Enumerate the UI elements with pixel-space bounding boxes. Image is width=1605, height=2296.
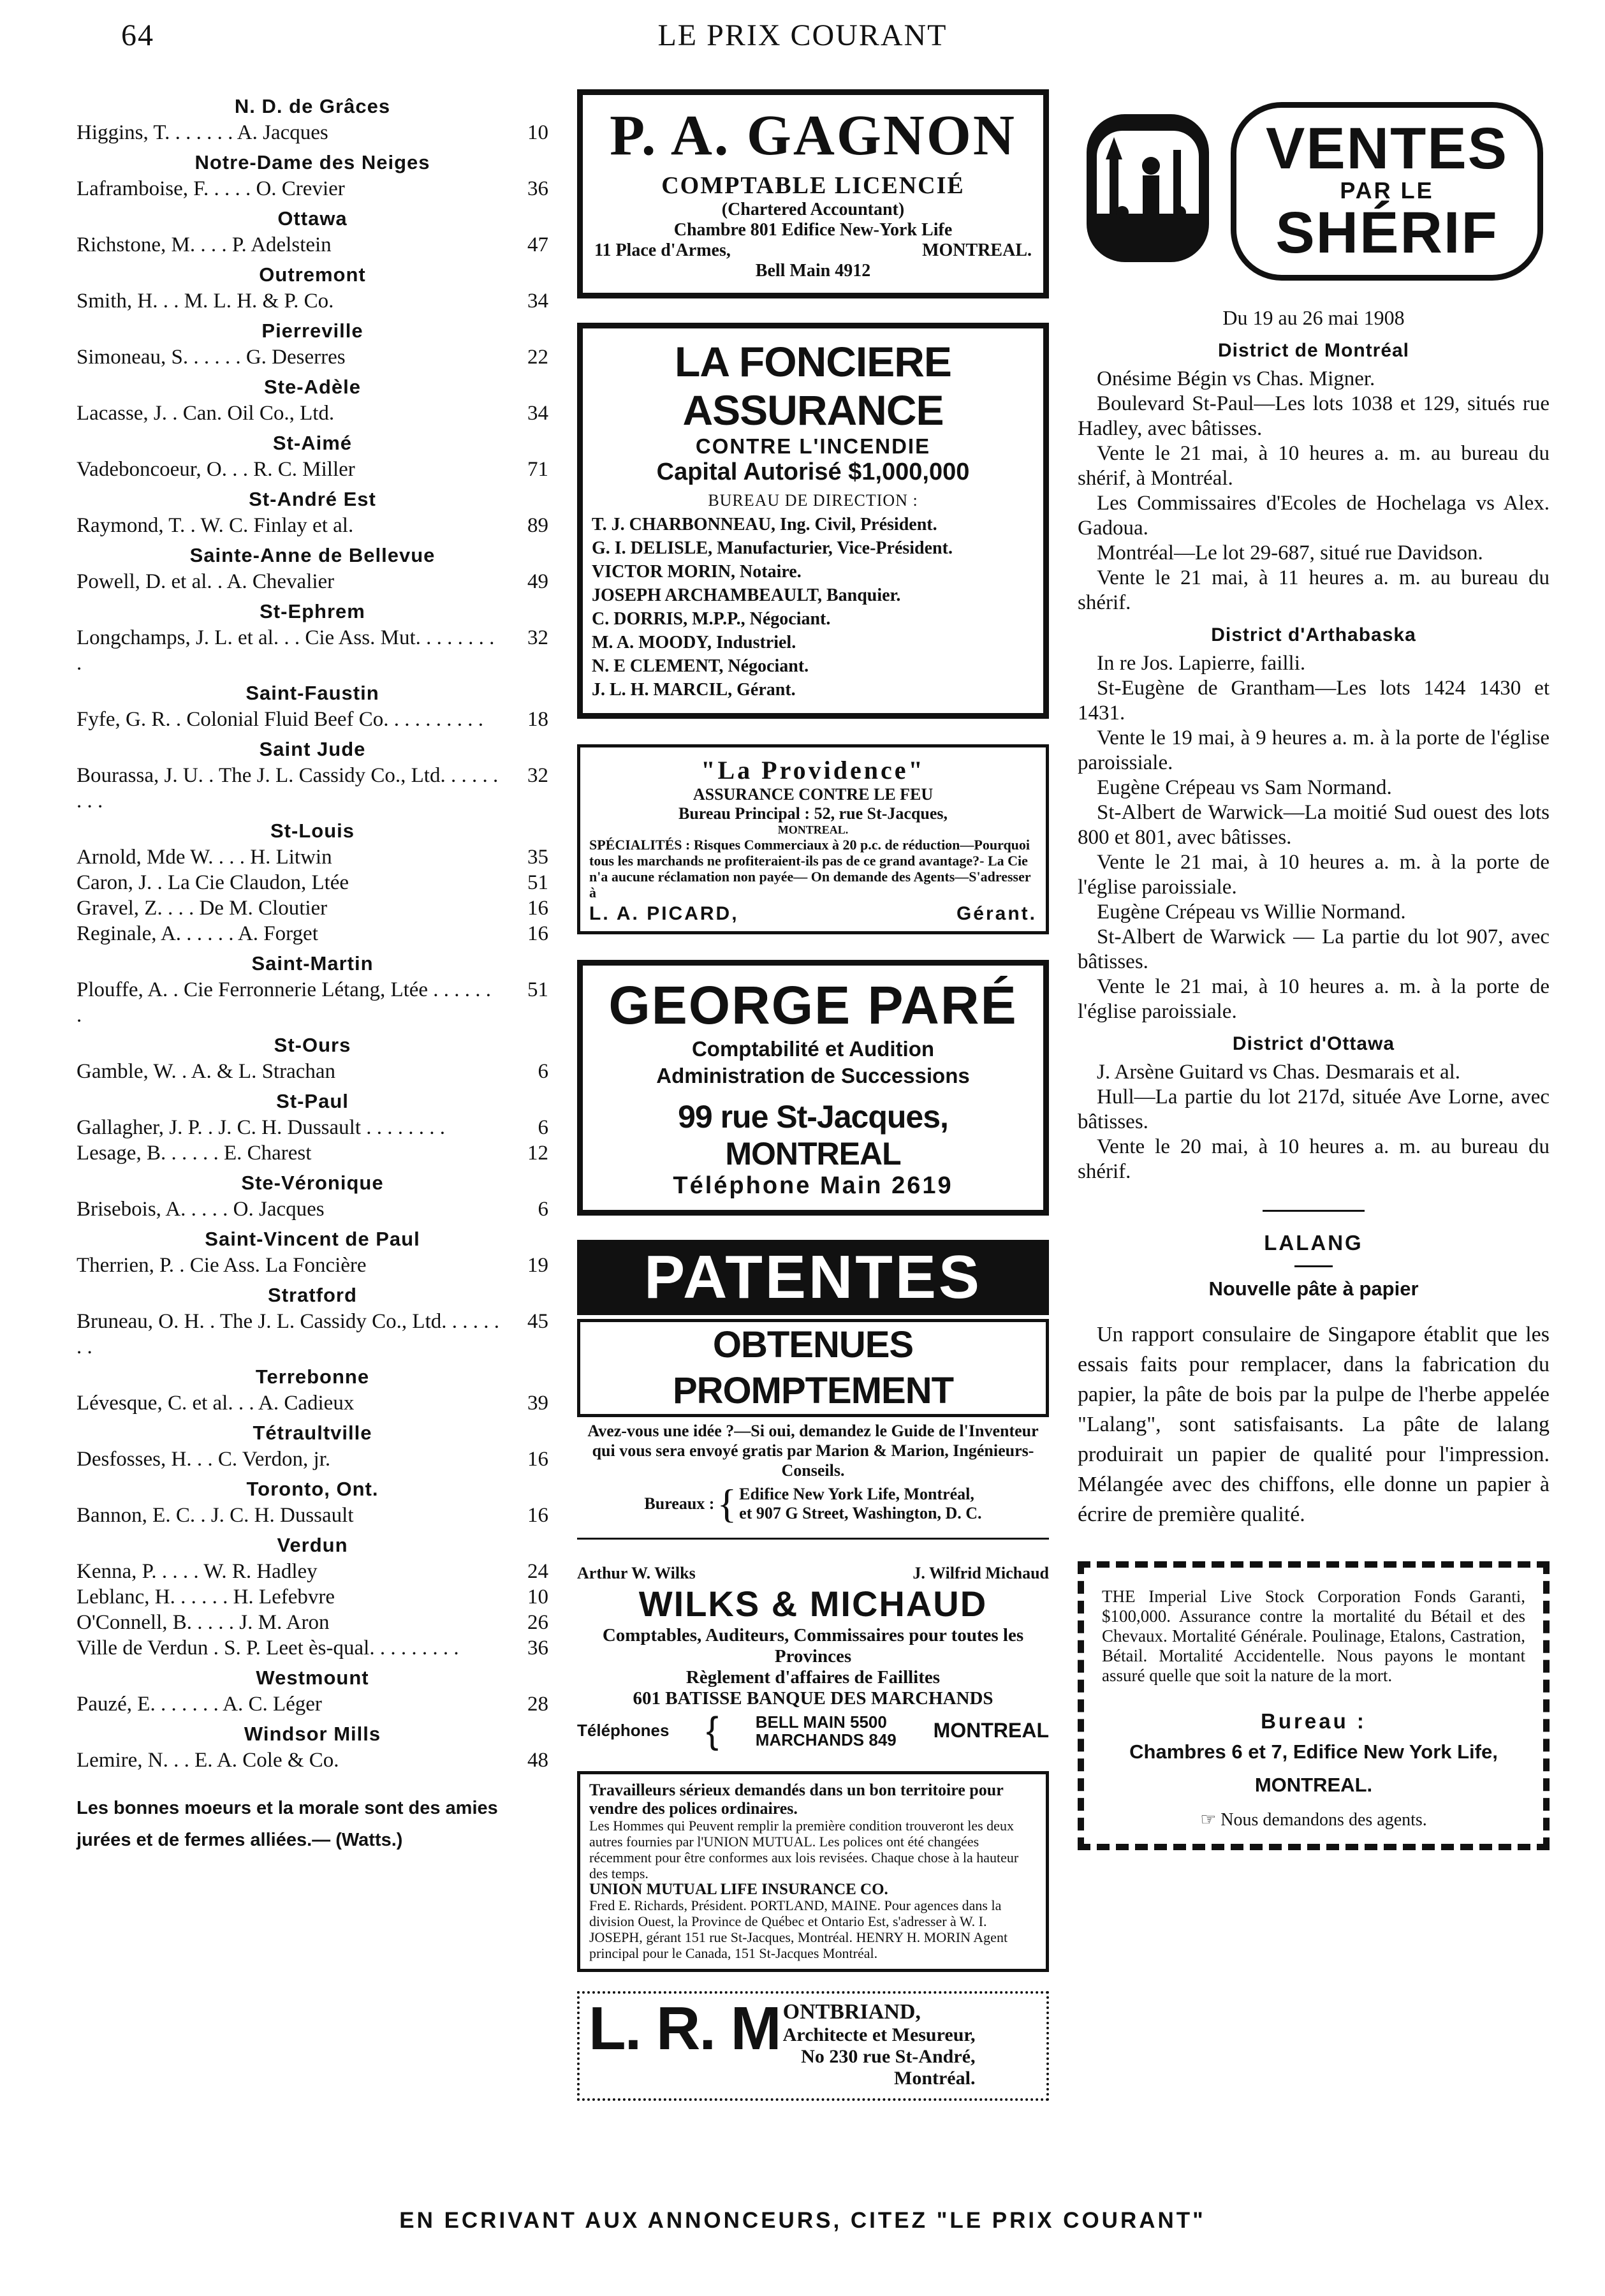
ad-providence-sig-name: L. A. PICARD, — [589, 903, 739, 924]
list-item-parties: Reginale, A. . . . . . A. Forget — [77, 922, 318, 945]
ad-fonciere-directors — [592, 513, 1034, 702]
sale-paragraph: St-Eugène de Grantham—Les lots 1424 1430 et 1431. — [1078, 677, 1550, 725]
list-item — [77, 763, 548, 814]
ad-livestock — [1078, 1561, 1550, 1850]
list-item — [77, 1446, 548, 1472]
place-heading: Sainte-Anne de Bellevue — [189, 544, 436, 566]
place-heading: St-Aimé — [272, 432, 353, 454]
list-item-parties: Fyfe, G. R. . Colonial Fluid Beef Co. . . . . . . . . . — [77, 708, 483, 731]
district-heading: District d'Ottawa — [1232, 1033, 1395, 1054]
ad-wilks-phones — [577, 1709, 1049, 1752]
list-item-amount: 51 — [527, 978, 548, 1001]
place-heading: Ste-Véronique — [241, 1172, 384, 1194]
director-line: C. DORRIS, M.P.P., Négociant. — [592, 609, 831, 629]
ad-livestock-agents — [1102, 1810, 1525, 1830]
place-heading: Toronto, Ont. — [246, 1478, 379, 1500]
ad-montbriand-line1: Architecte et Mesureur, — [782, 2024, 976, 2045]
list-item-amount: 32 — [527, 764, 548, 787]
list-item — [77, 977, 548, 1028]
list-item — [77, 120, 548, 145]
list-item — [77, 1390, 548, 1416]
list-item-amount: 36 — [527, 1637, 548, 1659]
list-item-amount: 16 — [527, 922, 548, 945]
list-item-amount: 12 — [527, 1142, 548, 1165]
list-item — [77, 1691, 548, 1717]
place-heading: St-Louis — [270, 820, 355, 842]
list-item-amount: 22 — [527, 346, 548, 369]
list-item — [77, 1196, 548, 1222]
sale-paragraph: Vente le 21 mai, à 11 heures a. m. au bureau du shérif. — [1078, 566, 1550, 614]
list-item-parties: Lesage, B. . . . . . E. Charest — [77, 1142, 312, 1165]
sale-paragraph: Vente le 19 mai, à 9 heures a. m. à la porte de l'église paroissiale. — [1078, 726, 1550, 774]
director-line: T. J. CHARBONNEAU, Ing. Civil, Président. — [592, 515, 937, 534]
list-item-amount: 18 — [527, 708, 548, 731]
ad-montbriand-line3: Montréal. — [894, 2068, 976, 2089]
list-item-amount: 45 — [527, 1310, 548, 1333]
ad-wilks-line2: Règlement d'affaires de Faillites — [685, 1667, 941, 1688]
sale-paragraph: Vente le 21 mai, à 10 heures a. m. au bureau du shérif, à Montréal. — [1078, 442, 1550, 490]
sale-paragraph: Montréal—Le lot 29-687, situé rue Davidson. — [1097, 541, 1483, 564]
list-item-amount: 24 — [527, 1560, 548, 1583]
list-item — [77, 401, 548, 426]
ad-gagnon-phone: Bell Main 4912 — [755, 261, 871, 281]
ad-fonciere-direction-label: BUREAU DE DIRECTION : — [708, 491, 918, 510]
sherif-illustration-icon — [1084, 112, 1212, 265]
place-heading: Saint-Faustin — [246, 682, 379, 704]
ad-pare — [577, 960, 1049, 1216]
ad-wilks-tel1: BELL MAIN 5500 — [755, 1712, 887, 1732]
ad-providence-specialties: SPÉCIALITÉS : Risques Commerciaux à 20 p.c. de réduction—Pourquoi tous les marchands ne profiteraient-ils pas de ce grand avantage?- La Cie n'a aucune réclamation non payée— On demande des Agents—S'adresser à — [589, 837, 1031, 901]
ad-fonciere — [577, 323, 1049, 719]
ad-gagnon-line4a: 11 Place d'Armes, — [594, 240, 731, 260]
ad-montbriand-initials: L. R. M — [589, 1994, 781, 2063]
list-item-parties: Vadeboncoeur, O. . . R. C. Miller — [77, 458, 355, 481]
place-heading: Saint-Vincent de Paul — [205, 1228, 420, 1250]
ad-patentes-text: Avez-vous une idée ?—Si oui, demandez le Guide de l'Inventeur qui vous sera envoyé gratis par Marion & Marion, Ingénieurs-Conseils. — [587, 1422, 1039, 1480]
ad-livestock-agents-text: Nous demandons des agents. — [1220, 1810, 1427, 1830]
ad-pare-line2: Administration de Successions — [656, 1064, 970, 1087]
sale-paragraph: Vente le 21 mai, à 10 heures a. m. à la porte de l'église paroissiale. — [1078, 851, 1550, 899]
ad-providence-line1: ASSURANCE CONTRE LE FEU — [693, 785, 934, 804]
list-item-parties: Bannon, E. C. . J. C. H. Dussault — [77, 1504, 354, 1527]
list-item-parties: Lemire, N. . . E. A. Cole & Co. — [77, 1749, 339, 1772]
list-item-amount: 28 — [527, 1693, 548, 1716]
page-title: LE PRIX COURANT — [657, 18, 948, 52]
list-item-parties: Kenna, P. . . . . W. R. Hadley — [77, 1560, 318, 1583]
list-item — [77, 1140, 548, 1166]
list-item — [77, 1748, 548, 1773]
list-item — [77, 288, 548, 314]
ad-wilks-tel-label: Téléphones — [577, 1721, 670, 1740]
ad-providence-name: "La Providence" — [701, 756, 925, 784]
ad-wilks-right-name: J. Wilfrid Michaud — [912, 1564, 1049, 1582]
sale-paragraph: Onésime Bégin vs Chas. Migner. — [1097, 367, 1375, 390]
sale-paragraph: Vente le 20 mai, à 10 heures a. m. au bureau du shérif. — [1078, 1135, 1550, 1183]
ad-providence-line2: Bureau Principal : 52, rue St-Jacques, — [678, 804, 948, 823]
ad-livestock-bureau: Bureau : — [1261, 1709, 1367, 1733]
sale-paragraph: Eugène Crépeau vs Willie Normand. — [1097, 901, 1406, 924]
ad-wilks-michaud — [577, 1564, 1049, 1752]
divider — [577, 1538, 1049, 1540]
director-line: N. E CLEMENT, Négociant. — [592, 656, 809, 676]
list-item-parties: Smith, H. . . M. L. H. & P. Co. — [77, 290, 334, 313]
list-item-parties: Caron, J. . La Cie Claudon, Ltée — [77, 871, 349, 894]
divider — [1294, 1265, 1333, 1267]
list-item-amount: 26 — [527, 1611, 548, 1634]
list-item-amount: 16 — [527, 1504, 548, 1527]
list-item-amount: 39 — [527, 1392, 548, 1415]
ad-wilks-left-name: Arthur W. Wilks — [577, 1564, 696, 1582]
ad-mutual-p2: Fred E. Richards, Président. PORTLAND, MAINE. Pour agences dans la division Ouest, la Province de Québec et Ontario Est, s'adresser à W. I. JOSEPH, gérant 151 rue St-Jacques, Montréal. HENRY H. MORIN Agent principal pour le Canada, 151 St-Jacques Montréal. — [589, 1897, 1008, 1961]
list-item-parties: Richstone, M. . . . P. Adelstein — [77, 233, 332, 256]
ad-patentes-offices — [577, 1480, 1049, 1527]
list-item — [77, 895, 548, 921]
pointing-hand-icon: ☞ — [1200, 1810, 1221, 1830]
ad-wilks-line1: Comptables, Auditeurs, Commissaires pour toutes les Provinces — [602, 1625, 1024, 1667]
list-item-parties: Gamble, W. . A. & L. Strachan — [77, 1060, 336, 1083]
list-item-parties: Laframboise, F. . . . . O. Crevier — [77, 177, 345, 200]
ad-pare-address: 99 rue St-Jacques, MONTREAL — [678, 1099, 948, 1172]
list-item — [77, 1059, 548, 1084]
list-item — [77, 232, 548, 258]
sheriff-sales-column — [1078, 89, 1550, 1850]
list-item-amount: 49 — [527, 570, 548, 593]
list-item-parties: Pauzé, E. . . . . . . A. C. Léger — [77, 1693, 322, 1716]
list-item-amount: 6 — [538, 1060, 548, 1083]
ad-providence — [577, 744, 1049, 934]
list-item-parties: Desfosses, H. . . C. Verdon, jr. — [77, 1448, 331, 1471]
ad-pare-line1: Comptabilité et Audition — [691, 1037, 935, 1061]
ad-mutual-company: UNION MUTUAL LIFE INSURANCE CO. — [589, 1881, 888, 1898]
ad-montbriand-body — [781, 2000, 976, 2089]
list-item — [77, 513, 548, 538]
place-heading: Notre-Dame des Neiges — [194, 151, 430, 173]
divider — [1263, 1210, 1365, 1212]
place-heading: N. D. de Grâces — [234, 95, 391, 117]
ad-gagnon-address — [589, 240, 1037, 261]
sale-paragraph: Boulevard St-Paul—Les lots 1038 et 129, situés rue Hadley, avec bâtisses. — [1078, 392, 1550, 440]
list-item-parties: Simoneau, S. . . . . . G. Deserres — [77, 346, 346, 369]
ad-providence-line3: MONTREAL. — [777, 823, 849, 836]
place-heading: Outremont — [259, 263, 366, 286]
list-item-parties: Brisebois, A. . . . . O. Jacques — [77, 1198, 325, 1221]
sherif-districts — [1078, 340, 1550, 1184]
sherif-logo-line2: PAR LE — [1340, 177, 1434, 203]
ad-wilks-name: WILKS & MICHAUD — [638, 1584, 988, 1624]
sherif-logo-line3: SHÉRIF — [1275, 200, 1499, 265]
list-item — [77, 1610, 548, 1635]
list-item-parties: O'Connell, B. . . . . J. M. Aron — [77, 1611, 330, 1634]
place-heading: Verdun — [277, 1534, 348, 1556]
ad-wilks-tel-lines — [756, 1713, 897, 1749]
list-item — [77, 844, 548, 870]
ad-gagnon — [577, 89, 1049, 298]
ad-livestock-chambres: Chambres 6 et 7, Edifice New York Life, — [1129, 1740, 1498, 1763]
place-heading: Tétraultville — [253, 1422, 372, 1444]
ad-providence-signature — [589, 903, 1037, 925]
ad-gagnon-line1: COMPTABLE LICENCIÉ — [661, 172, 965, 199]
brace-icon: { — [717, 1481, 737, 1526]
list-item-amount: 34 — [527, 290, 548, 313]
ad-patentes-office-list — [739, 1485, 981, 1523]
sherif-logo — [1078, 89, 1550, 293]
list-item-amount: 16 — [527, 1448, 548, 1471]
list-item — [77, 569, 548, 594]
ad-livestock-city: MONTREAL. — [1254, 1774, 1373, 1796]
list-item-parties: Leblanc, H. . . . . . H. Lefebvre — [77, 1586, 335, 1608]
list-item-amount: 89 — [527, 514, 548, 537]
list-item — [77, 1115, 548, 1140]
list-item — [77, 1253, 548, 1278]
lalang-body: Un rapport consulaire de Singapore établit que les essais faits pour remplacer, dans la fabrication du papier, la pâte de bois par la pulpe de l'herbe appelée "Lalang", sont satisfaisants. La pâte de lalang produirait un papier de qualité pour l'impression. Mélangée avec des chiffons, elle donne un papier à écrire de première qualité. — [1078, 1323, 1550, 1526]
place-heading: Ste-Adèle — [264, 376, 361, 398]
ad-wilks-city: MONTREAL — [933, 1719, 1049, 1742]
list-item — [77, 870, 548, 895]
list-item-parties: Ville de Verdun . S. P. Leet ès-qual. . . . . . . . . — [77, 1637, 459, 1659]
director-line: G. I. DELISLE, Manufacturier, Vice-Président. — [592, 538, 953, 558]
ad-pare-name: GEORGE PARÉ — [608, 975, 1018, 1035]
sale-paragraph: J. Arsène Guitard vs Chas. Desmarais et al. — [1097, 1061, 1461, 1084]
list-item — [77, 625, 548, 676]
ad-fonciere-name: LA FONCIERE ASSURANCE — [675, 338, 951, 434]
sherif-date: Du 19 au 26 mai 1908 — [1222, 306, 1405, 329]
list-item — [77, 344, 548, 370]
ad-livestock-text: THE Imperial Live Stock Corporation Fonds Garanti, $100,000. Assurance contre la mortalité du Bétail et des Chevaux. Mortalité Générale. Poulinage, Etalons, Castration, Bétail. Mortalité Accidentelle. Nous payons le montant assuré quelle que soit la nature de la mort. — [1102, 1587, 1525, 1685]
list-item-parties: Higgins, T. . . . . . . A. Jacques — [77, 121, 328, 144]
list-item-parties: Plouffe, A. . Cie Ferronnerie Létang, Ltée . . . . . . . — [77, 978, 492, 1027]
list-item — [77, 457, 548, 482]
place-heading: Stratford — [268, 1284, 357, 1306]
list-item-parties: Lacasse, J. . Can. Oil Co., Ltd. — [77, 402, 335, 425]
list-item-parties: Arnold, Mde W. . . . H. Litwin — [77, 846, 332, 869]
ad-wilks-tel2: MARCHANDS 849 — [755, 1730, 897, 1749]
ad-patentes-subtitle: OBTENUES PROMPTEMENT — [577, 1319, 1049, 1417]
place-heading: St-Ephrem — [260, 600, 365, 622]
place-heading: Windsor Mills — [244, 1723, 381, 1745]
list-item-parties: Powell, D. et al. . A. Chevalier — [77, 570, 335, 593]
ad-mutual-p1: Les Hommes qui Peuvent remplir la première condition trouveront les deux autres fournies par l'UNION MUTUAL. Les polices ont été changées récemment pour être conformes aux lois revisées. Chaque chose à la hauteur des temps. — [589, 1818, 1019, 1881]
list-item — [77, 1503, 548, 1528]
lalang-title: LALANG — [1264, 1231, 1363, 1255]
place-heading: St-André Est — [249, 488, 376, 510]
list-item-parties: Raymond, T. . W. C. Finlay et al. — [77, 514, 354, 537]
director-line: VICTOR MORIN, Notaire. — [592, 562, 802, 582]
director-line: JOSEPH ARCHAMBEAULT, Banquier. — [592, 585, 901, 605]
place-heading: St-Paul — [276, 1090, 349, 1112]
sale-paragraph: Les Commissaires d'Ecoles de Hochelaga vs Alex. Gadoua. — [1078, 492, 1550, 540]
ad-pare-phone: Téléphone Main 2619 — [673, 1172, 953, 1199]
list-item — [77, 1309, 548, 1360]
ads-column — [577, 89, 1049, 2101]
judgment-list — [77, 95, 548, 1773]
ad-gagnon-line3: Chambre 801 Edifice New-York Life — [673, 220, 953, 240]
sale-paragraph: St-Albert de Warwick—La moitié Sud ouest des lots 800 et 801, avec bâtisses. — [1078, 801, 1550, 849]
ad-wilks-partners — [577, 1564, 1049, 1583]
list-item-amount: 34 — [527, 402, 548, 425]
sheriff-list-column — [77, 89, 548, 1856]
page-footer: EN ECRIVANT AUX ANNONCEURS, CITEZ "LE PRIX COURANT" — [399, 2208, 1206, 2233]
list-item — [77, 707, 548, 732]
ad-gagnon-line4b: MONTREAL. — [922, 240, 1032, 260]
district-heading: District de Montréal — [1217, 340, 1410, 361]
ad-montbriand — [577, 1991, 1049, 2101]
ad-patentes-office1: Edifice New York Life, Montréal, — [739, 1485, 974, 1503]
list-item-amount: 19 — [527, 1254, 548, 1277]
sale-paragraph: Hull—La partie du lot 217d, située Ave Lorne, avec bâtisses. — [1078, 1085, 1550, 1133]
ad-fonciere-line1: CONTRE L'INCENDIE — [695, 434, 931, 458]
ad-wilks-line3: 601 BATISSE BANQUE DES MARCHANDS — [633, 1688, 993, 1709]
place-heading: Pierreville — [261, 320, 363, 342]
brace-icon: { — [706, 1710, 719, 1751]
place-heading: Saint-Martin — [251, 952, 374, 975]
list-item-amount: 48 — [527, 1749, 548, 1772]
director-line: J. L. H. MARCIL, Gérant. — [592, 680, 796, 700]
ad-patentes-office2: et 907 G Street, Washington, D. C. — [739, 1504, 982, 1522]
place-heading: Ottawa — [277, 207, 348, 230]
list-item-parties: Gravel, Z. . . . De M. Cloutier — [77, 897, 328, 920]
ad-patentes — [577, 1240, 1049, 1540]
list-item — [77, 921, 548, 946]
list-item — [77, 1584, 548, 1610]
director-line: M. A. MOODY, Industriel. — [592, 633, 796, 652]
place-heading: Westmount — [256, 1667, 369, 1689]
quote: Les bonnes moeurs et la morale sont des amies jurées et de fermes alliées.— (Watts.) — [77, 1798, 498, 1850]
place-heading: Terrebonne — [255, 1365, 370, 1388]
list-item — [77, 1559, 548, 1584]
list-item-amount: 47 — [527, 233, 548, 256]
lalang-subtitle: Nouvelle pâte à papier — [1208, 1277, 1419, 1300]
list-item-amount: 71 — [527, 458, 548, 481]
sherif-logo-line1: VENTES — [1265, 116, 1509, 181]
list-item-amount: 36 — [527, 177, 548, 200]
list-item-amount: 35 — [527, 846, 548, 869]
sale-paragraph: Vente le 21 mai, à 10 heures a. m. à la porte de l'église paroissiale. — [1078, 975, 1550, 1023]
place-heading: Saint Jude — [259, 738, 366, 760]
ad-union-mutual — [577, 1771, 1049, 1972]
sale-paragraph: St-Albert de Warwick — La partie du lot 907, avec bâtisses. — [1078, 925, 1550, 973]
list-item-parties: Gallagher, J. P. . J. C. H. Dussault . . . . . . . . — [77, 1116, 445, 1139]
list-item-amount: 6 — [538, 1198, 548, 1221]
list-item-parties: Longchamps, J. L. et al. . . Cie Ass. Mut. . . . . . . . . — [77, 626, 495, 675]
list-item-parties: Bourassa, J. U. . The J. L. Cassidy Co., Ltd. . . . . . . . . — [77, 764, 499, 813]
ad-montbriand-name-rest: ONTBRIAND, — [782, 2000, 921, 2024]
list-item — [77, 176, 548, 202]
place-heading: St-Ours — [274, 1034, 351, 1056]
list-item-amount: 16 — [527, 897, 548, 920]
ad-fonciere-capital: Capital Autorisé $1,000,000 — [656, 459, 970, 485]
list-item-amount: 32 — [527, 626, 548, 649]
sale-paragraph: In re Jos. Lapierre, failli. — [1097, 652, 1306, 675]
list-item-amount: 10 — [527, 121, 548, 144]
ad-montbriand-line2: No 230 rue St-André, — [801, 2046, 976, 2067]
ad-providence-sig-title: Gérant. — [956, 903, 1037, 924]
ad-mutual-head: Travailleurs sérieux demandés dans un bon territoire pour vendre des polices ordinaires. — [589, 1781, 1004, 1818]
list-item-parties: Bruneau, O. H. . The J. L. Cassidy Co., Ltd. . . . . . . . — [77, 1310, 500, 1358]
ad-gagnon-line2: (Chartered Accountant) — [721, 200, 905, 219]
sherif-title-box — [1231, 102, 1543, 281]
list-item-parties: Lévesque, C. et al. . . A. Cadieux — [77, 1392, 355, 1415]
ad-patentes-title: PATENTES — [577, 1240, 1049, 1315]
list-item — [77, 1635, 548, 1661]
district-heading: District d'Arthabaska — [1211, 624, 1416, 645]
list-item-amount: 10 — [527, 1586, 548, 1608]
list-item-amount: 6 — [538, 1116, 548, 1139]
page-number: 64 — [121, 18, 154, 52]
ad-patentes-offices-label: Bureaux : — [644, 1494, 715, 1513]
list-item-parties: Therrien, P. . Cie Ass. La Foncière — [77, 1254, 367, 1277]
sale-paragraph: Eugène Crépeau vs Sam Normand. — [1097, 776, 1392, 799]
list-item-amount: 51 — [527, 871, 548, 894]
ad-gagnon-name: P. A. GAGNON — [610, 104, 1016, 167]
